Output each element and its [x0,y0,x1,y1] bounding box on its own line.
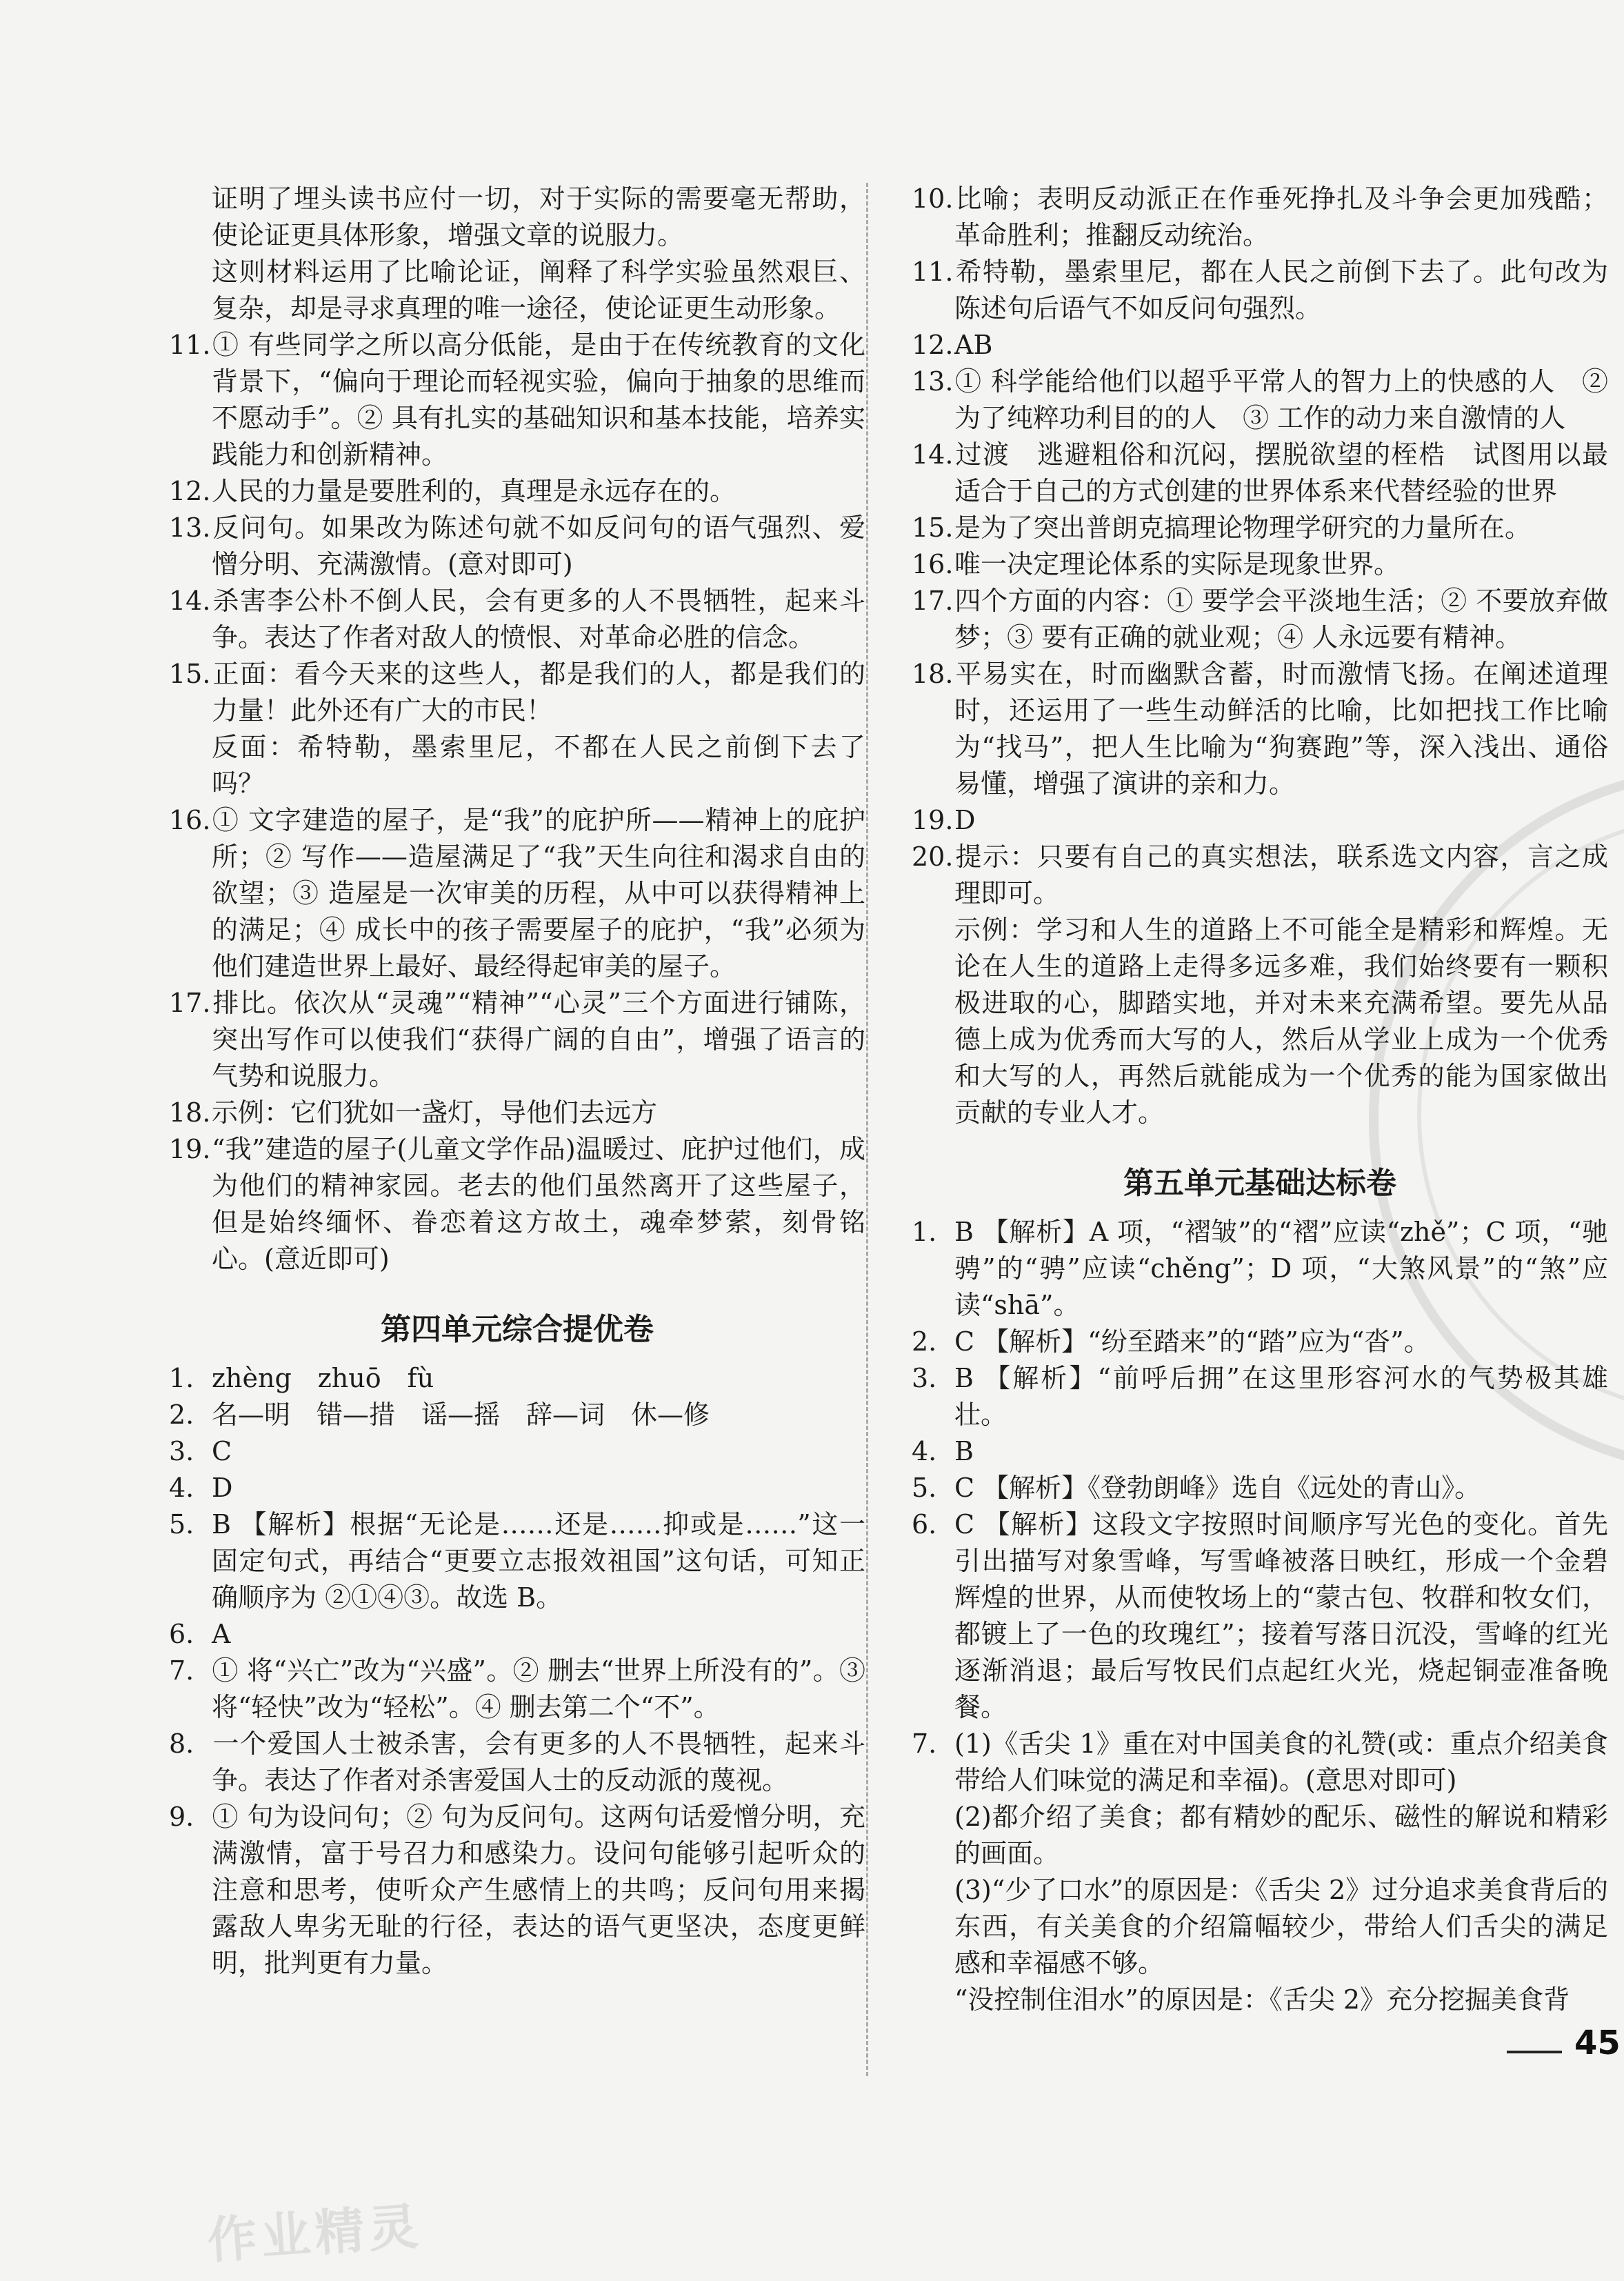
answer-number: 13. [912,366,954,397]
answer-item [912,546,1608,583]
answer-text: B 【解析】根据“无论是……还是……抑或是……”这一固定句式，再结合“更要立志报效祖国”这句话，可知正确顺序为 ②①④③。故选 B。 [212,1509,865,1613]
answer-item [169,1799,865,1982]
answer-text: 四个方面的内容：① 要学会平淡地生活；② 不要放弃做梦；③ 要有正确的就业观；④ 人永远要有精神。 [954,586,1608,653]
answer-item [912,437,1608,510]
answer-text: 一个爱国人士被杀害，会有更多的人不畏牺牲，起来斗争。表达了作者对杀害爱国人士的反动派的蔑视。 [212,1729,865,1795]
answer-number: 7. [169,1655,194,1686]
answer-item [912,1360,1608,1433]
answer-number: 18. [912,659,954,689]
page-number-area [1507,2014,1624,2090]
answer-text: 反问句。如果改为陈述句就不如反问句的语气强烈、爱憎分明、充满激情。(意对即可) [212,512,865,579]
answer-item [169,1095,865,1131]
answer-text: zhèng zhuō fù [212,1363,434,1393]
answer-item [912,839,1608,912]
answer-text: AB [954,330,993,360]
answer-text: ① 科学能给他们以超乎平常人的智力上的快感的人 ② 为了纯粹功利目的的人 ③ 工作的动力来自激情的人 [954,366,1608,433]
answer-number: 2. [169,1400,194,1430]
answer-item [169,583,865,656]
answer-text: 正面：看今天来的这些人，都是我们的人，都是我们的力量！此外还有广大的市民！ [212,659,865,726]
answer-text: 过渡 逃避粗俗和沉闷，摆脱欲望的桎梏 试图用以最适合于自己的方式创建的世界体系来代替经验的世界 [954,439,1608,506]
answer-text: B 【解析】A 项，“褶皱”的“褶”应读“zhě”；C 项，“驰骋”的“骋”应读“chěng”；D 项，“大煞风景”的“煞”应读“shā”。 [954,1217,1608,1320]
answer-item [912,1433,1608,1470]
answer-text: (1)《舌尖 1》重在对中国美食的礼赞(或：重点介绍美食带给人们味觉的满足和幸福)。(意思对即可) [954,1729,1608,1795]
answer-item [912,254,1608,327]
answer-text: “我”建造的屋子(儿童文学作品)温暖过、庇护过他们，成为他们的精神家园。老去的他们虽然离开了这些屋子，但是始终缅怀、眷恋着这方故土，魂牵梦萦，刻骨铭心。(意近即可) [212,1134,865,1274]
answer-number: 3. [169,1436,194,1466]
answer-item [912,363,1608,437]
answer-item [912,1324,1608,1360]
watermark-text: 作业精灵 [205,2197,424,2270]
answer-item [169,1616,865,1653]
answer-paragraph: 这则材料运用了比喻论证，阐释了科学实验虽然艰巨、复杂，却是寻求真理的唯一途径，使论证更生动形象。 [212,257,865,323]
answer-text: C 【解析】这段文字按照时间顺序写光色的变化。首先引出描写对象雪峰，写雪峰被落日映红，形成一个金碧辉煌的世界，从而使牧场上的“蒙古包、牧群和牧女们，都镀上了一色的玫瑰红”；接着写落日沉没，雪峰的红光逐渐消退；最后写牧民们点起红火光，烧起铜壶准备晚餐。 [954,1509,1608,1722]
answer-number: 11. [169,330,211,360]
answer-item [169,1360,865,1397]
answer-item [912,1470,1608,1506]
answer-item [169,327,865,473]
answer-text: C [212,1436,232,1466]
answer-paragraph: 证明了埋头读书应付一切，对于实际的需要毫无帮助，使论证更具体形象，增强文章的说服力。 [212,183,865,250]
answer-number: 10. [912,183,954,214]
answer-text: 平易实在，时而幽默含蓄，时而激情飞扬。在阐述道理时，还运用了一些生动鲜活的比喻，比如把找工作比喻为“找马”，把人生比喻为“狗赛跑”等，深入浅出、通俗易懂，增强了演讲的亲和力。 [954,659,1608,799]
answer-text: D [954,805,976,835]
answer-text: C 【解析】“纷至踏来”的“踏”应为“沓”。 [954,1326,1430,1357]
section-heading: 第四单元综合提优卷 [381,1312,654,1347]
answer-number: 12. [912,330,954,360]
answer-paragraph: “没控制住泪水”的原因是：《舌尖 2》充分挖掘美食背 [954,1984,1570,2015]
answer-number: 3. [912,1363,937,1393]
answer-number: 20. [912,841,954,872]
answer-number: 6. [912,1509,937,1540]
answer-number: 11. [912,257,954,287]
answer-text: ① 将“兴亡”改为“兴盛”。② 删去“世界上所没有的”。③ 将“轻快”改为“轻松”。④ 删去第二个“不”。 [212,1655,865,1722]
answer-number: 5. [912,1473,937,1503]
answer-item [912,802,1608,839]
answer-number: 1. [169,1363,194,1393]
answer-item [169,510,865,583]
answer-item [169,1397,865,1433]
answer-number: 8. [169,1729,194,1759]
answer-item [169,1726,865,1799]
answer-item [169,1653,865,1726]
answer-text: 杀害李公朴不倒人民，会有更多的人不畏牺牲，起来斗争。表达了作者对敌人的愤恨、对革命必胜的信念。 [212,586,865,653]
answer-text: ① 文字建造的屋子，是“我”的庇护所——精神上的庇护所；② 写作——造屋满足了“我”天生向往和渴求自由的欲望；③ 造屋是一次审美的历程，从中可以获得精神上的满足；④ 成长中的孩子需要屋子的庇护，“我”必须为他们建造世界上最好、最经得起审美的屋子。 [212,805,865,982]
answer-item [912,1214,1608,1324]
answer-number: 15. [912,512,954,543]
answer-paragraph: 反面：希特勒，墨索里尼，不都在人民之前倒下去了吗？ [212,732,865,799]
answer-number: 7. [912,1729,937,1759]
answer-text: B 【解析】“前呼后拥”在这里形容河水的气势极其雄壮。 [954,1363,1608,1430]
answer-item [912,181,1608,254]
answer-text: 名—明 错—措 谣—摇 辞—词 休—修 [212,1400,710,1430]
answer-number: 1. [912,1217,937,1247]
answer-number: 5. [169,1509,194,1540]
answer-number: 16. [169,805,211,835]
answer-number: 16. [912,549,954,579]
answer-number: 9. [169,1802,194,1832]
answer-item [912,1726,1608,1799]
answer-text: 是为了突出普朗克搞理论物理学研究的力量所在。 [954,512,1532,543]
answer-paragraph: 示例：学习和人生的道路上不可能全是精彩和辉煌。无论在人生的道路上走得多远多难，我们始终要有一颗积极进取的心，脚踏实地，并对未来充满希望。要先从品德上成为优秀而大写的人，然后从学业上成为一个优秀和大写的人，再然后就能成为一个优秀的能为国家做出贡献的专业人才。 [954,915,1608,1128]
answer-number: 14. [169,586,211,616]
answer-item [169,1506,865,1616]
answer-text: ① 句为设问句；② 句为反问句。这两句话爱憎分明，充满激情，富于号召力和感染力。设问句能够引起听众的注意和思考，使听众产生感情上的共鸣；反问句用来揭露敌人卑劣无耻的行径，表达的语气更坚决，态度更鲜明，批判更有力量。 [212,1802,865,1978]
answer-item [169,656,865,729]
left-column [169,181,865,1982]
answer-number: 4. [912,1436,937,1466]
answer-number: 15. [169,659,211,689]
answer-text: 示例：它们犹如一盏灯，导他们去远方 [212,1097,658,1128]
page-number: 45 [1574,2024,1621,2062]
answer-item [169,1131,865,1277]
answer-number: 14. [912,439,954,470]
answer-number: 13. [169,512,211,543]
answer-paragraph: (3)“少了口水”的原因是：《舌尖 2》过分追求美食背后的东西，有关美食的介绍篇幅较少，带给人们舌尖的满足感和幸福感不够。 [954,1875,1608,1978]
page-number-rule [1507,2051,1562,2053]
answer-item [169,1470,865,1506]
answer-item [912,656,1608,802]
answer-text: A [212,1619,231,1649]
answer-number: 19. [169,1134,211,1164]
answer-text: 唯一决定理论体系的实际是现象世界。 [954,549,1401,579]
answer-number: 17. [169,988,211,1018]
section-heading: 第五单元基础达标卷 [1123,1166,1396,1201]
answer-number: 4. [169,1473,194,1503]
right-column [912,181,1608,2018]
answer-item [169,1433,865,1470]
answer-number: 12. [169,476,211,506]
answer-text: D [212,1473,233,1503]
answer-item [912,510,1608,546]
answer-item [912,583,1608,656]
answer-text: 人民的力量是要胜利的，真理是永远存在的。 [212,476,736,506]
answer-text: 希特勒，墨索里尼，都在人民之前倒下去了。此句改为陈述句后语气不如反问句强烈。 [954,257,1608,323]
answer-item [912,327,1608,363]
answer-item [169,802,865,985]
answer-number: 2. [912,1326,937,1357]
answer-text: 比喻；表明反动派正在作垂死挣扎及斗争会更加残酷；革命胜利；推翻反动统治。 [954,183,1608,250]
answer-item [169,985,865,1095]
answer-text: ① 有些同学之所以高分低能，是由于在传统教育的文化背景下，“偏向于理论而轻视实验，偏向于抽象的思维而不愿动手”。② 具有扎实的基础知识和基本技能，培养实践能力和创新精神。 [212,330,865,470]
column-divider [866,183,868,2076]
answer-number: 19. [912,805,954,835]
answer-number: 17. [912,586,954,616]
answer-text: 排比。依次从“灵魂”“精神”“心灵”三个方面进行铺陈，突出写作可以使我们“获得广阔的自由”，增强了语言的气势和说服力。 [212,988,865,1091]
answer-text: B [954,1436,974,1466]
answer-number: 18. [169,1097,211,1128]
answer-item [912,1506,1608,1726]
answer-number: 6. [169,1619,194,1649]
answer-text: 提示：只要有自己的真实想法，联系选文内容，言之成理即可。 [954,841,1608,908]
answer-text: C 【解析】《登勃朗峰》选自《远处的青山》。 [954,1473,1481,1503]
answer-item [169,473,865,510]
answer-paragraph: (2)都介绍了美食；都有精妙的配乐、磁性的解说和精彩的画面。 [954,1802,1608,1869]
